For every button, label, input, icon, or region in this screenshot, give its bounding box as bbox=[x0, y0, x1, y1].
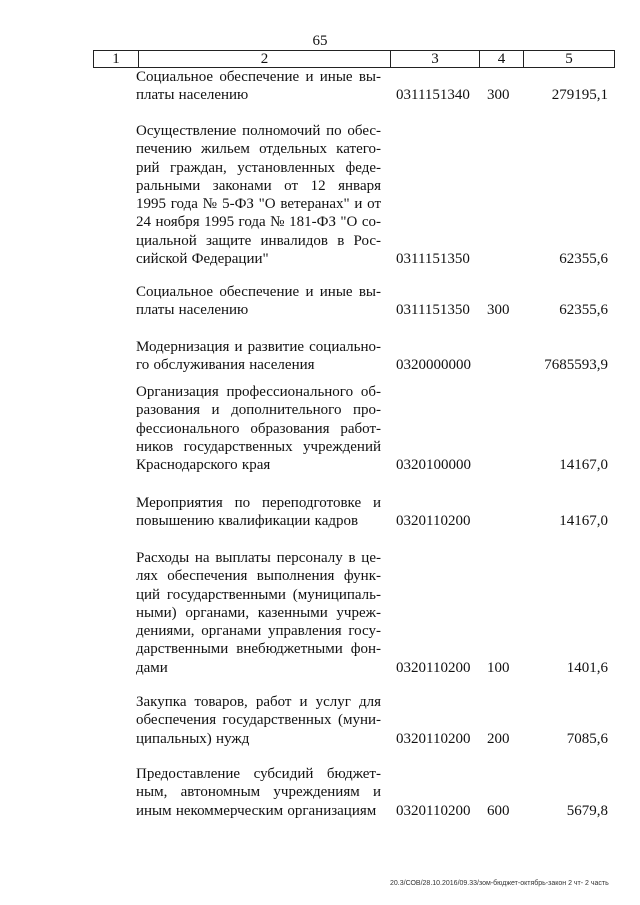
row-expense-type: 300 bbox=[487, 87, 510, 104]
row-description-line: Социальное обеспечение и иные вы- bbox=[136, 284, 381, 300]
row-amount: 7685593,9 bbox=[544, 357, 608, 374]
header-col-1: 1 bbox=[94, 51, 139, 67]
row-description-line: го обслуживания населения bbox=[136, 357, 315, 374]
row-description-line: разования и дополнительного про- bbox=[136, 402, 381, 419]
row-amount: 62355,6 bbox=[559, 251, 608, 268]
row-description-line: рий граждан, установленных феде- bbox=[136, 159, 381, 176]
row-expense-type: 100 bbox=[487, 659, 510, 676]
row-description-line: печению жильем отдельных катего- bbox=[136, 141, 381, 158]
header-col-5: 5 bbox=[565, 50, 573, 67]
row-description-line: ральными законами от 12 января bbox=[136, 177, 381, 194]
row-amount: 279195,1 bbox=[551, 87, 608, 104]
row-amount: 1401,6 bbox=[566, 659, 608, 676]
row-description-line: платы населению bbox=[136, 87, 249, 104]
row-description-line: ципальных) нужд bbox=[136, 730, 250, 747]
row-description-line: Предоставление субсидий бюджет- bbox=[136, 766, 381, 782]
row-code: 0311151340 bbox=[396, 87, 470, 104]
row-expense-type: 600 bbox=[487, 802, 510, 819]
row-description-line: циальной защите инвалидов в Рос- bbox=[136, 232, 381, 249]
row-description-line: Мероприятия по переподготовке и bbox=[136, 495, 381, 511]
row-amount: 7085,6 bbox=[566, 730, 608, 747]
row-code: 0320110200 bbox=[396, 659, 471, 676]
row-amount: 14167,0 bbox=[559, 457, 608, 474]
row-description bbox=[136, 549, 381, 677]
row-description bbox=[136, 693, 381, 748]
row-description-line: дами bbox=[136, 659, 168, 676]
row-description-line: Осуществление полномочий по обес- bbox=[136, 123, 381, 139]
page-number: 65 bbox=[312, 33, 328, 49]
row-description-line: Краснодарского края bbox=[136, 457, 271, 474]
row-expense-type: 300 bbox=[487, 302, 510, 319]
row-description bbox=[136, 68, 381, 105]
row-description bbox=[136, 494, 381, 531]
column-header-row bbox=[93, 50, 615, 68]
row-description-line: Социальное обеспечение и иные вы- bbox=[136, 69, 381, 85]
row-code: 0320000000 bbox=[396, 357, 471, 374]
row-code: 0320110200 bbox=[396, 513, 471, 530]
row-description bbox=[136, 122, 381, 268]
row-description-line: Расходы на выплаты персоналу в це- bbox=[136, 550, 381, 566]
row-description-line: иным некоммерческим организациям bbox=[136, 802, 377, 819]
row-description-line: дарственными внебюджетными фон- bbox=[136, 641, 381, 658]
row-code: 0311151350 bbox=[396, 302, 470, 319]
row-description-line: фессионального образования работ- bbox=[136, 420, 381, 437]
row-expense-type: 200 bbox=[487, 730, 510, 747]
row-amount: 14167,0 bbox=[559, 513, 608, 530]
row-amount: 5679,8 bbox=[566, 802, 608, 819]
row-amount: 62355,6 bbox=[559, 302, 608, 319]
row-description-line: Организация профессионального об- bbox=[136, 384, 381, 400]
row-code: 0320110200 bbox=[396, 802, 471, 819]
row-description-line: ным, автономным учреждениям и bbox=[136, 784, 381, 801]
row-description-line: платы населению bbox=[136, 302, 249, 319]
row-description-line: повышению квалификации кадров bbox=[136, 513, 359, 530]
header-col-4: 4 bbox=[480, 51, 524, 67]
header-col-2: 2 bbox=[139, 51, 391, 67]
row-description-line: ными) органами, казенными учреж- bbox=[136, 604, 381, 621]
document-footer-path: 20.3/СОВ/28.10.2016/09.33/зом-бюджет-октябрь-закон 2 чт- 2 часть bbox=[390, 880, 609, 887]
row-description bbox=[136, 283, 381, 320]
row-description-line: 1995 года № 5-ФЗ "О ветеранах" и от bbox=[136, 196, 381, 213]
row-description-line: лях обеспечения выполнения функ- bbox=[136, 568, 381, 585]
row-code: 0320100000 bbox=[396, 457, 471, 474]
header-col-3: 3 bbox=[391, 51, 480, 67]
row-description-line: сийской Федерации" bbox=[136, 251, 269, 268]
row-description bbox=[136, 383, 381, 474]
row-description-line: ций государственными (муниципаль- bbox=[136, 586, 381, 603]
row-description bbox=[136, 765, 381, 820]
row-description bbox=[136, 338, 381, 375]
row-description-line: Модернизация и развитие социально- bbox=[136, 339, 381, 355]
row-description-line: Закупка товаров, работ и услуг для bbox=[136, 694, 381, 710]
row-code: 0311151350 bbox=[396, 251, 470, 268]
row-description-line: ников государственных учреждений bbox=[136, 438, 381, 455]
row-description-line: обеспечения государственных (муни- bbox=[136, 712, 381, 729]
row-code: 0320110200 bbox=[396, 730, 471, 747]
row-description-line: 24 ноября 1995 года № 181-ФЗ "О со- bbox=[136, 214, 381, 231]
row-description-line: дениями, органами управления госу- bbox=[136, 623, 381, 640]
